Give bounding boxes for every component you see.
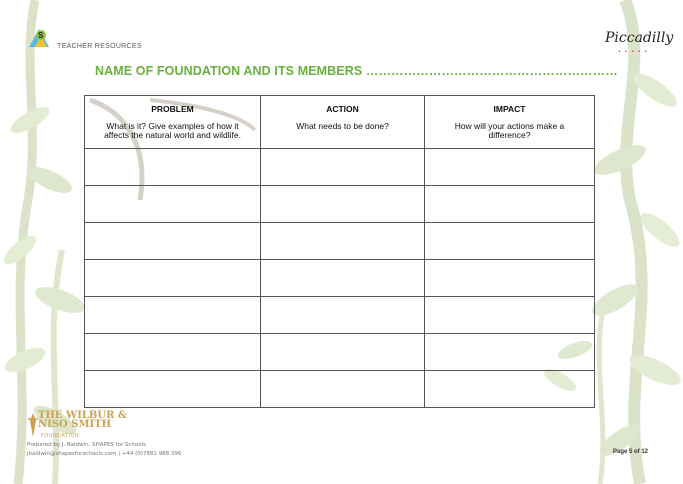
- table-row: [85, 223, 595, 260]
- column-header-action: [261, 96, 425, 149]
- shapes-logo-icon: [27, 27, 51, 49]
- blank-cell[interactable]: [425, 371, 595, 408]
- table-row: [85, 334, 595, 371]
- brand-dots: • • • • •: [618, 49, 649, 55]
- foundation-name-line: NISO SMITH: [38, 419, 112, 430]
- blank-cell[interactable]: [261, 260, 425, 297]
- table-row: [85, 149, 595, 186]
- worksheet-title: NAME OF FOUNDATION AND ITS MEMBERS ……………………………………………………: [95, 64, 618, 78]
- blank-cell[interactable]: [261, 334, 425, 371]
- foundation-name-line: THE WILBUR &: [38, 410, 127, 421]
- page-number: Page 5 of 12: [613, 449, 649, 455]
- table-header-row: [85, 96, 595, 149]
- blank-cell[interactable]: [85, 260, 261, 297]
- blank-cell[interactable]: [261, 149, 425, 186]
- prepared-by-text: Prepared by J. Baldwin, SHAPES for Schools: [27, 442, 147, 448]
- foundation-name: [38, 411, 127, 429]
- column-prompt: What is it? Give examples of how it affects the natural world and wildlife.: [104, 121, 241, 140]
- blank-cell[interactable]: [261, 297, 425, 334]
- blank-cell[interactable]: [425, 149, 595, 186]
- blank-cell[interactable]: [85, 297, 261, 334]
- column-title: ACTION: [326, 104, 359, 114]
- problem-action-impact-table: [84, 95, 595, 408]
- svg-text:S: S: [38, 31, 44, 40]
- blank-cell[interactable]: [261, 371, 425, 408]
- piccadilly-brand-logo: Piccadilly: [605, 30, 674, 46]
- contact-info: jbaldwin@shapesforschools.com | +44 (0)7881 988 396: [27, 451, 182, 457]
- blank-cell[interactable]: [425, 186, 595, 223]
- blank-cell[interactable]: [261, 186, 425, 223]
- column-title: PROBLEM: [151, 104, 194, 114]
- column-title: IMPACT: [493, 104, 526, 114]
- blank-cell[interactable]: [261, 223, 425, 260]
- blank-cell[interactable]: [425, 334, 595, 371]
- blank-cell[interactable]: [425, 260, 595, 297]
- column-header-impact: [425, 96, 595, 149]
- teacher-resources-label: TEACHER RESOURCES: [57, 43, 142, 50]
- table-row: [85, 371, 595, 408]
- column-prompt: How will your actions make a difference?: [454, 121, 565, 140]
- blank-cell[interactable]: [425, 297, 595, 334]
- foundation-subtitle: FOUNDATION: [41, 433, 80, 439]
- table-row: [85, 297, 595, 334]
- table-row: [85, 260, 595, 297]
- blank-cell[interactable]: [425, 223, 595, 260]
- table-row: [85, 186, 595, 223]
- blank-cell[interactable]: [85, 371, 261, 408]
- column-header-problem: [85, 96, 261, 149]
- blank-cell[interactable]: [85, 334, 261, 371]
- column-prompt: What needs to be done?: [296, 121, 389, 131]
- blank-cell[interactable]: [85, 223, 261, 260]
- blank-cell[interactable]: [85, 149, 261, 186]
- blank-cell[interactable]: [85, 186, 261, 223]
